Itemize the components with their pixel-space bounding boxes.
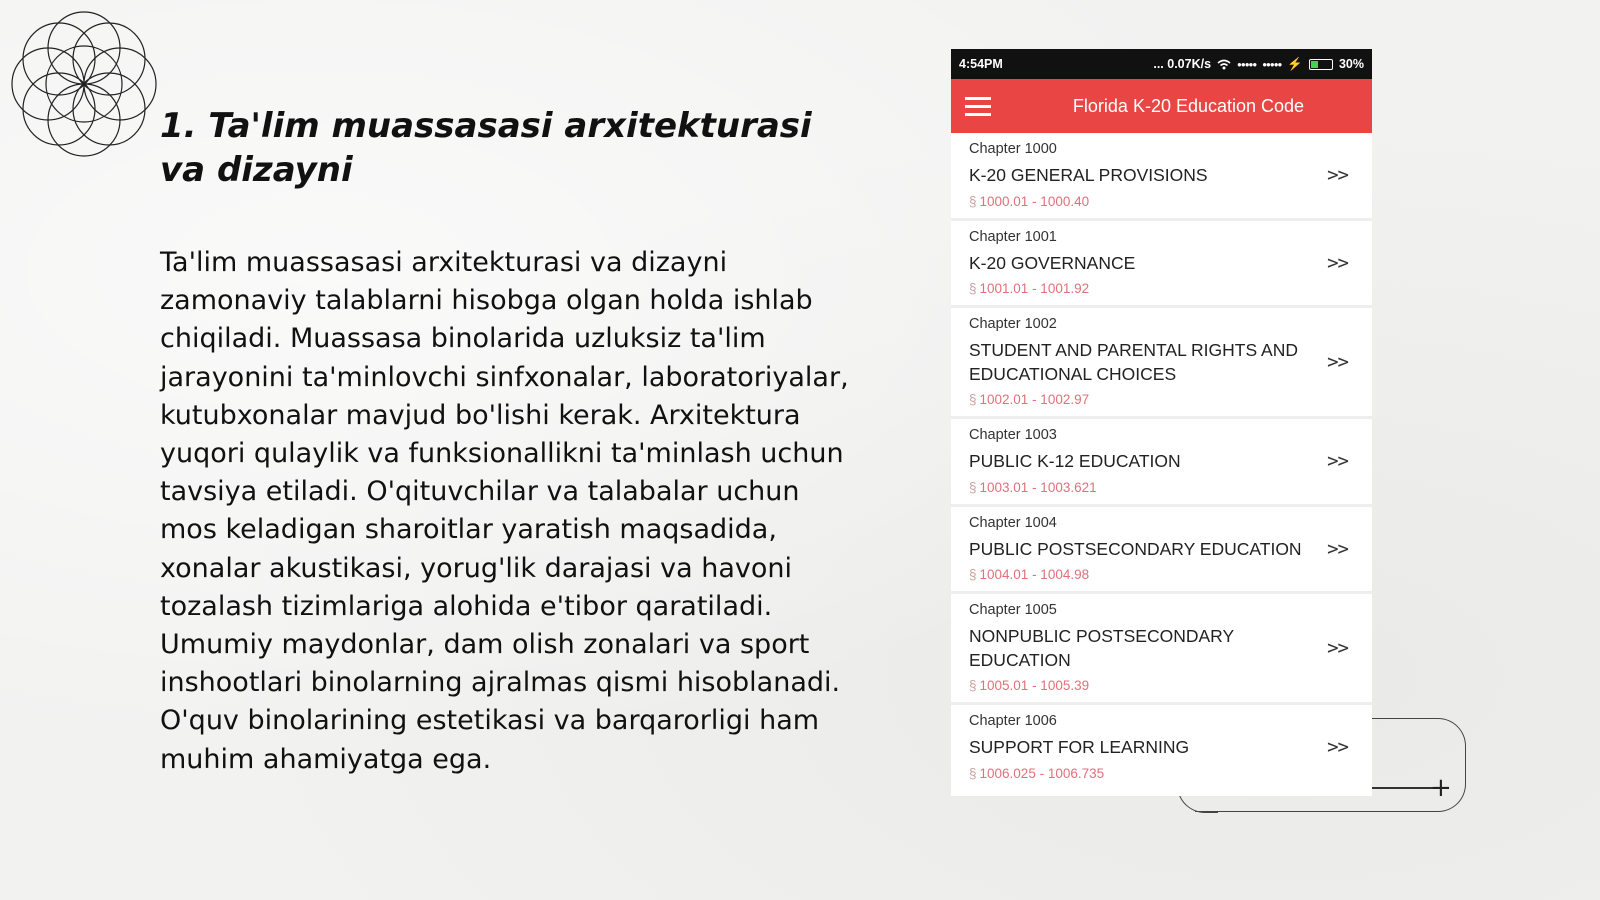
chapter-title: PUBLIC POSTSECONDARY EDUCATION xyxy=(969,538,1302,559)
chapter-section-range xyxy=(969,192,1342,212)
chevron-right-icon[interactable]: >> xyxy=(1327,351,1348,373)
chapter-number: Chapter 1004 xyxy=(969,514,1057,531)
battery-level xyxy=(1311,61,1318,68)
circular-ornament-logo xyxy=(10,10,158,158)
section-range-text: 1001.01 - 1001.92 xyxy=(979,281,1090,296)
chapter-section-range xyxy=(969,478,1342,498)
section-range-text: 1000.01 - 1000.40 xyxy=(979,193,1090,209)
chapter-section-range xyxy=(969,390,1342,410)
section-icon: § xyxy=(969,479,977,495)
signal-strength-1: ●●●●● xyxy=(1237,59,1257,69)
chapter-section-range xyxy=(969,565,1342,585)
chevron-right-icon[interactable]: >> xyxy=(1327,251,1348,274)
hamburger-menu-icon[interactable] xyxy=(951,79,1005,133)
chapter-title: PUBLIC K-12 EDUCATION xyxy=(969,451,1181,471)
section-icon: § xyxy=(969,678,977,693)
chapter-list-item[interactable] xyxy=(951,308,1372,416)
section-range-text: 1004.01 - 1004.98 xyxy=(979,567,1090,582)
slide-title: 1. Ta'lim muassasasi arxitekturasi va dizayni xyxy=(160,106,812,190)
chapter-title: NONPUBLIC POSTSECONDARY EDUCATION xyxy=(969,626,1234,670)
chapter-number: Chapter 1001 xyxy=(969,228,1057,245)
chevron-right-icon[interactable]: >> xyxy=(1327,637,1348,659)
chapter-list-item[interactable] xyxy=(951,705,1372,790)
chevron-right-icon[interactable]: >> xyxy=(1327,164,1348,187)
chapter-number: Chapter 1005 xyxy=(969,602,1057,618)
app-title: Florida K-20 Education Code xyxy=(1072,95,1305,116)
network-speed: ... 0.07K/s xyxy=(1153,57,1212,71)
wifi-icon xyxy=(1217,59,1231,70)
chapter-title: K-20 GOVERNANCE xyxy=(969,252,1136,273)
battery-icon xyxy=(1309,59,1333,70)
status-time: 4:54PM xyxy=(959,57,1003,71)
signal-strength-2: ●●●●● xyxy=(1262,59,1282,69)
chapter-number: Chapter 1006 xyxy=(969,713,1057,729)
chevron-right-icon[interactable]: >> xyxy=(1327,537,1348,560)
chapter-list-item[interactable] xyxy=(951,221,1372,306)
chapter-title: STUDENT AND PARENTAL RIGHTS AND EDUCATIONAL CHOICES xyxy=(969,340,1298,384)
chapter-title: K-20 GENERAL PROVISIONS xyxy=(969,165,1208,185)
chapter-list xyxy=(951,133,1372,790)
section-range-text: 1002.01 - 1002.97 xyxy=(979,392,1090,407)
chevron-right-icon[interactable]: >> xyxy=(1327,450,1348,473)
chapter-list-item[interactable] xyxy=(951,594,1372,702)
section-range-text: 1005.01 - 1005.39 xyxy=(979,678,1090,693)
chapter-list-item[interactable] xyxy=(951,133,1372,218)
section-icon: § xyxy=(969,193,977,209)
chapter-section-range xyxy=(969,279,1342,299)
chevron-right-icon[interactable]: >> xyxy=(1327,736,1348,759)
section-range-text: 1006.025 - 1006.735 xyxy=(979,765,1105,781)
status-indicators xyxy=(1153,57,1364,72)
section-icon: § xyxy=(969,281,977,296)
chapter-number: Chapter 1000 xyxy=(969,141,1057,157)
battery-percent: 30% xyxy=(1338,57,1364,71)
chapter-number: Chapter 1003 xyxy=(969,427,1057,443)
chapter-list-item[interactable] xyxy=(951,507,1372,592)
section-icon: § xyxy=(969,392,977,407)
chapter-section-range xyxy=(969,676,1342,696)
section-icon: § xyxy=(969,765,977,781)
section-icon: § xyxy=(969,567,977,582)
status-bar xyxy=(951,49,1372,79)
app-bar xyxy=(951,79,1372,133)
charging-icon: ⚡ xyxy=(1287,56,1303,71)
chapter-title: SUPPORT FOR LEARNING xyxy=(969,737,1190,757)
chapter-number: Chapter 1002 xyxy=(969,316,1057,332)
decorative-plus-icon: + xyxy=(1430,773,1452,803)
section-range-text: 1003.01 - 1003.621 xyxy=(979,479,1097,495)
slide-body-text: Ta'lim muassasasi arxitekturasi va dizayni zamonaviy talablarni hisobga olgan holda ishlab chiqiladi. Muassasa binolarida uzluksiz ta'lim jarayonini ta'minlovchi sinfxonalar, laboratoriyalar, kutubxonalar mavjud bo'lishi kerak. Arxitektura yuqori qulaylik va funksionallikni ta'minlash uchun tavsiya etiladi. O'qituvchilar va talabalar uchun mos keladigan sharoitlar yaratish maqsadida, xonalar akustikasi, yorug'lik darajasi va havoni tozalash tizimlariga alohida e'tibor qaratiladi. Umumiy maydonlar, dam olish zonalari va sport inshootlari binolarning ajralmas qismi hisoblanadi. O'quv binolarining estetikasi va barqarorligi ham muhim ahamiyatga ega. xyxy=(160,247,849,775)
chapter-section-range xyxy=(969,764,1342,784)
phone-screenshot xyxy=(951,49,1372,796)
chapter-list-item[interactable] xyxy=(951,419,1372,504)
